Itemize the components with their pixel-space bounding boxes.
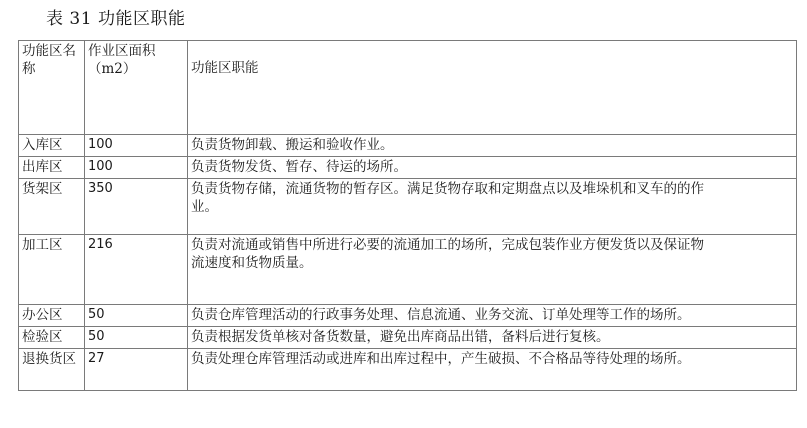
table-row bbox=[19, 305, 797, 327]
table-row bbox=[19, 157, 797, 179]
zone-cell: 货架区 bbox=[19, 179, 85, 235]
duty-cell: 负责处理仓库管理活动或进库和出库过程中，产生破损、不合格品等待处理的场所。 bbox=[188, 349, 797, 391]
header-area: 作业区面积 （m2） bbox=[85, 41, 188, 135]
header-zone-name: 功能区名 称 bbox=[19, 41, 85, 135]
table-caption: 表 31 功能区职能 bbox=[46, 9, 186, 29]
table-row bbox=[19, 135, 797, 157]
area-cell: 50 bbox=[85, 327, 188, 349]
area-cell: 50 bbox=[85, 305, 188, 327]
zone-cell: 检验区 bbox=[19, 327, 85, 349]
area-cell: 350 bbox=[85, 179, 188, 235]
zone-cell: 退换货区 bbox=[19, 349, 85, 391]
zone-cell: 出库区 bbox=[19, 157, 85, 179]
duty-cell: 负责根据发货单核对备货数量，避免出库商品出错，备料后进行复核。 bbox=[188, 327, 797, 349]
table-row bbox=[19, 327, 797, 349]
header-duty: 功能区职能 bbox=[188, 41, 797, 135]
table-row bbox=[19, 349, 797, 391]
table-row bbox=[19, 179, 797, 235]
duty-cell: 负责货物卸载、搬运和验收作业。 bbox=[188, 135, 797, 157]
zone-cell: 入库区 bbox=[19, 135, 85, 157]
duty-cell: 负责货物发货、暂存、待运的场所。 bbox=[188, 157, 797, 179]
zone-cell: 加工区 bbox=[19, 235, 85, 305]
zone-cell: 办公区 bbox=[19, 305, 85, 327]
table-header-row bbox=[19, 41, 797, 135]
area-cell: 27 bbox=[85, 349, 188, 391]
area-cell: 100 bbox=[85, 135, 188, 157]
area-cell: 216 bbox=[85, 235, 188, 305]
duty-cell: 负责货物存储，流通货物的暂存区。满足货物存取和定期盘点以及堆垛机和叉车的的作 业。 bbox=[188, 179, 797, 235]
function-zone-table bbox=[18, 40, 797, 391]
duty-cell: 负责仓库管理活动的行政事务处理、信息流通、业务交流、订单处理等工作的场所。 bbox=[188, 305, 797, 327]
area-cell: 100 bbox=[85, 157, 188, 179]
table-row bbox=[19, 235, 797, 305]
duty-cell: 负责对流通或销售中所进行必要的流通加工的场所，完成包装作业方便发货以及保证物 流速度和货物质量。 bbox=[188, 235, 797, 305]
